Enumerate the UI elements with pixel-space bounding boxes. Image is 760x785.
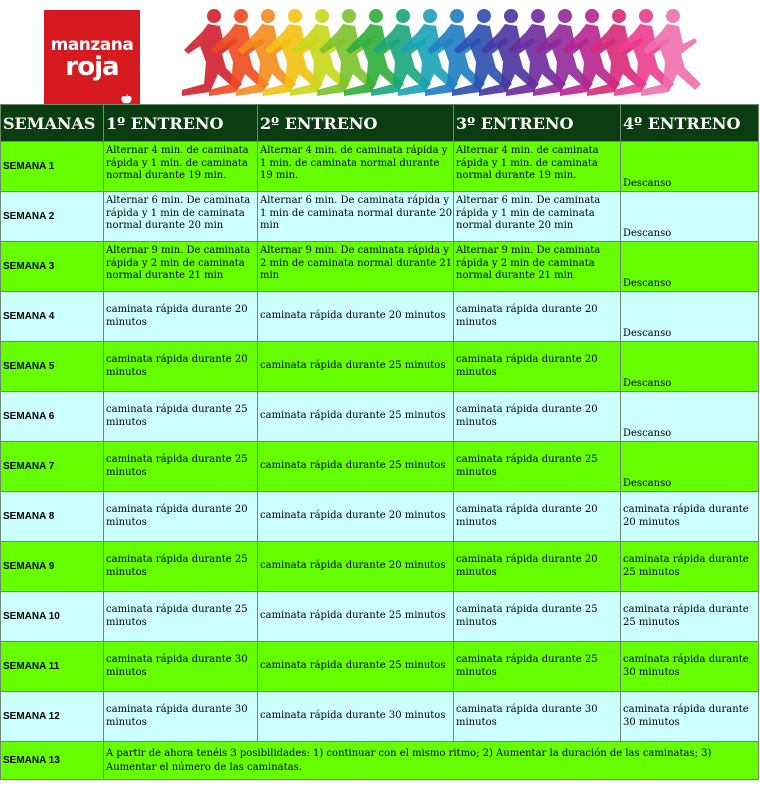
training-cell-2: caminata rápida durante 20 minutos [258, 542, 454, 592]
training-cell-4: caminata rápida durante 25 minutos [621, 542, 759, 592]
week-label: SEMANA 12 [1, 692, 104, 742]
rest-cell: Descanso [621, 442, 759, 492]
week-label: SEMANA 10 [1, 592, 104, 642]
training-cell-3: caminata rápida durante 20 minutos [454, 492, 621, 542]
training-cell-3: caminata rápida durante 25 minutos [454, 442, 621, 492]
training-cell-3: caminata rápida durante 20 minutos [454, 292, 621, 342]
training-cell-3: caminata rápida durante 20 minutos [454, 392, 621, 442]
week-label: SEMANA 1 [1, 142, 104, 192]
rest-cell: Descanso [621, 192, 759, 242]
rest-cell: Descanso [621, 142, 759, 192]
training-cell-1: caminata rápida durante 20 minutos [104, 492, 258, 542]
training-cell-2: caminata rápida durante 20 minutos [258, 292, 454, 342]
training-cell-1: caminata rápida durante 30 minutos [104, 692, 258, 742]
table-header-row [1, 105, 759, 142]
table-row [1, 392, 759, 442]
training-cell-2: caminata rápida durante 25 minutos [258, 642, 454, 692]
training-cell-2: Alternar 4 min. de caminata rápida y 1 min. de caminata normal durante 19 min. [258, 142, 454, 192]
training-cell-1: Alternar 9 min. De caminata rápida y 2 min de caminata normal durante 21 min [104, 242, 258, 292]
week-label: SEMANA 6 [1, 392, 104, 442]
training-table [0, 104, 759, 780]
training-cell-4: caminata rápida durante 20 minutos [621, 492, 759, 542]
header-weeks: SEMANAS [1, 105, 104, 142]
week-label: SEMANA 13 [1, 742, 104, 780]
training-cell-3: caminata rápida durante 20 minutos [454, 342, 621, 392]
header-training-3: 3º ENTRENO [454, 105, 621, 142]
training-cell-1: caminata rápida durante 20 minutos [104, 292, 258, 342]
week-label: SEMANA 7 [1, 442, 104, 492]
table-row [1, 342, 759, 392]
training-cell-4: caminata rápida durante 25 minutos [621, 592, 759, 642]
training-cell-2: caminata rápida durante 25 minutos [258, 442, 454, 492]
training-cell-1: Alternar 6 min. De caminata rápida y 1 min de caminata normal durante 20 min [104, 192, 258, 242]
week-label: SEMANA 2 [1, 192, 104, 242]
logo-text-line2: roja [65, 52, 119, 82]
week-label: SEMANA 5 [1, 342, 104, 392]
logo-text-line1: manzana [50, 35, 134, 55]
training-cell-1: Alternar 4 min. de caminata rápida y 1 min. de caminata normal durante 19 min. [104, 142, 258, 192]
table-row-final [1, 742, 759, 780]
table-row [1, 692, 759, 742]
runners-illustration [180, 4, 705, 100]
training-cell-3: caminata rápida durante 30 minutos [454, 692, 621, 742]
brand-logo[interactable] [44, 10, 140, 108]
training-cell-3: caminata rápida durante 25 minutos [454, 592, 621, 642]
header-training-2: 2º ENTRENO [258, 105, 454, 142]
table-row [1, 542, 759, 592]
week-label: SEMANA 9 [1, 542, 104, 592]
training-cell-1: caminata rápida durante 30 minutos [104, 642, 258, 692]
rest-cell: Descanso [621, 342, 759, 392]
training-cell-2: Alternar 9 min. De caminata rápida y 2 min de caminata normal durante 21 min [258, 242, 454, 292]
training-cell-1: caminata rápida durante 25 minutos [104, 542, 258, 592]
training-cell-1: caminata rápida durante 25 minutos [104, 392, 258, 442]
rest-cell: Descanso [621, 292, 759, 342]
week-label: SEMANA 4 [1, 292, 104, 342]
training-cell-4: caminata rápida durante 30 minutos [621, 642, 759, 692]
rest-cell: Descanso [621, 392, 759, 442]
training-cell-4: caminata rápida durante 30 minutos [621, 692, 759, 742]
banner [0, 0, 760, 104]
week-label: SEMANA 3 [1, 242, 104, 292]
training-cell-2: caminata rápida durante 25 minutos [258, 392, 454, 442]
training-cell-1: caminata rápida durante 20 minutos [104, 342, 258, 392]
table-row [1, 242, 759, 292]
training-cell-3: caminata rápida durante 25 minutos [454, 642, 621, 692]
header-training-4: 4º ENTRENO [621, 105, 759, 142]
training-cell-2: caminata rápida durante 25 minutos [258, 342, 454, 392]
table-row [1, 492, 759, 542]
table-row [1, 592, 759, 642]
training-cell-2: Alternar 6 min. De caminata rápida y 1 min de caminata normal durante 20 min [258, 192, 454, 242]
final-note: A partir de ahora tenéis 3 posibilidades: 1) continuar con el mismo ritmo; 2) Aumentar la duración de las caminatas; 3) Aumentar el número de las caminatas. [104, 742, 759, 780]
training-cell-3: Alternar 6 min. De caminata rápida y 1 min de caminata normal durante 20 min [454, 192, 621, 242]
training-cell-1: caminata rápida durante 25 minutos [104, 442, 258, 492]
table-row [1, 442, 759, 492]
training-cell-3: caminata rápida durante 20 minutos [454, 542, 621, 592]
week-label: SEMANA 8 [1, 492, 104, 542]
table-row [1, 192, 759, 242]
table-row [1, 642, 759, 692]
table-row [1, 142, 759, 192]
training-cell-2: caminata rápida durante 25 minutos [258, 592, 454, 642]
training-cell-3: Alternar 4 min. de caminata rápida y 1 min. de caminata normal durante 19 min. [454, 142, 621, 192]
apple-icon [121, 94, 132, 104]
table-row [1, 292, 759, 342]
training-cell-2: caminata rápida durante 30 minutos [258, 692, 454, 742]
rest-cell: Descanso [621, 242, 759, 292]
week-label: SEMANA 11 [1, 642, 104, 692]
training-cell-1: caminata rápida durante 25 minutos [104, 592, 258, 642]
header-training-1: 1º ENTRENO [104, 105, 258, 142]
table-body [1, 142, 759, 780]
training-cell-2: caminata rápida durante 20 minutos [258, 492, 454, 542]
training-cell-3: Alternar 9 min. De caminata rápida y 2 min de caminata normal durante 21 min [454, 242, 621, 292]
